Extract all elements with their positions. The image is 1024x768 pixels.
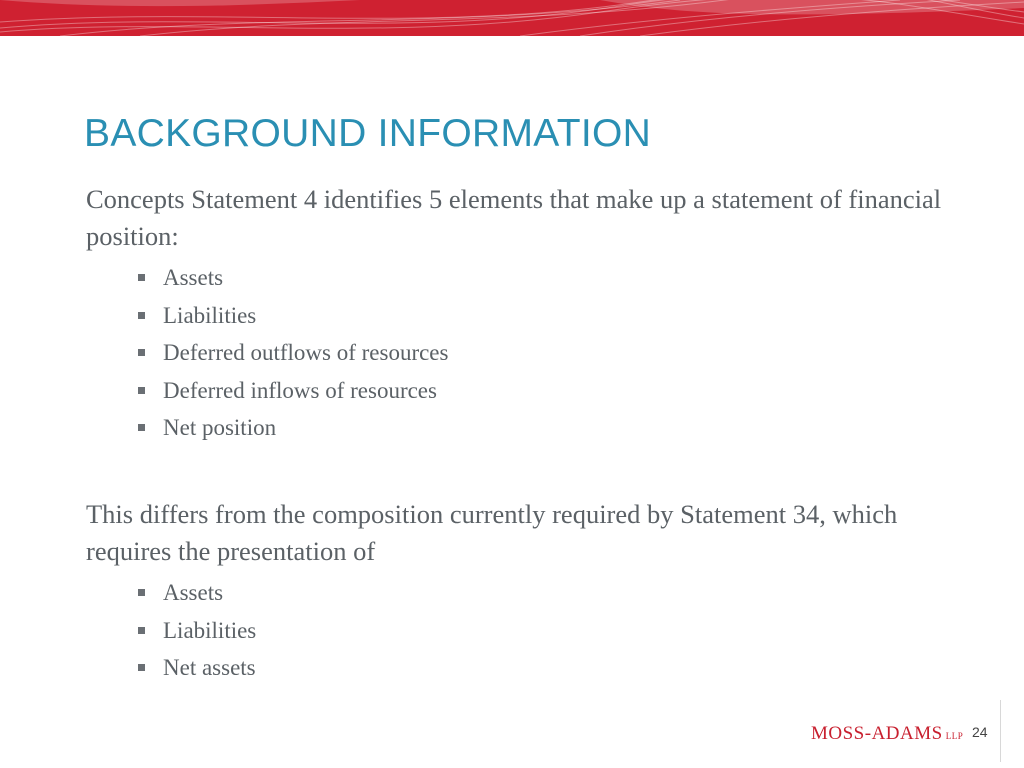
- bullet-square-icon: [138, 627, 145, 634]
- logo-text: MOSS-ADAMS: [811, 723, 943, 744]
- logo-suffix: LLP: [945, 731, 964, 741]
- footer-divider: [1000, 700, 1001, 762]
- list-item: [138, 334, 448, 372]
- page-number: 24: [972, 724, 988, 740]
- banner-wave-decoration: [0, 0, 1024, 36]
- bullet-square-icon: [138, 387, 145, 394]
- list-item: [138, 372, 448, 410]
- list-item-label: Deferred outflows of resources: [163, 340, 449, 365]
- list-item: [138, 259, 448, 297]
- list-item-label: Assets: [163, 265, 224, 290]
- list-item: [138, 409, 448, 447]
- elements-list: [138, 259, 448, 447]
- list-item-label: Liabilities: [163, 617, 257, 643]
- list-item-label: Deferred inflows of resources: [163, 377, 437, 403]
- list-item: [138, 649, 256, 687]
- list-item: [138, 612, 256, 650]
- slide-title: BACKGROUND INFORMATION: [84, 112, 652, 155]
- list-item-label: Net position: [163, 415, 277, 440]
- list-item-label: Net assets: [163, 655, 256, 680]
- moss-adams-logo: [811, 723, 963, 745]
- bullet-square-icon: [138, 312, 145, 319]
- intro-paragraph: Concepts Statement 4 identifies 5 elements that make up a statement of financial position:: [86, 184, 942, 251]
- bullet-square-icon: [138, 664, 145, 671]
- bullet-square-icon: [138, 589, 145, 596]
- list-item: [138, 574, 256, 612]
- list-item-label: Assets: [163, 580, 224, 605]
- bullet-square-icon: [138, 424, 145, 431]
- comparison-paragraph: This differs from the composition currently required by Statement 34, which requires the presentation of: [86, 499, 898, 566]
- header-banner: [0, 0, 1024, 36]
- list-item-label: Liabilities: [163, 302, 257, 328]
- bullet-square-icon: [138, 349, 145, 356]
- bullet-square-icon: [138, 274, 145, 281]
- list-item: [138, 297, 448, 335]
- statement34-list: [138, 574, 256, 687]
